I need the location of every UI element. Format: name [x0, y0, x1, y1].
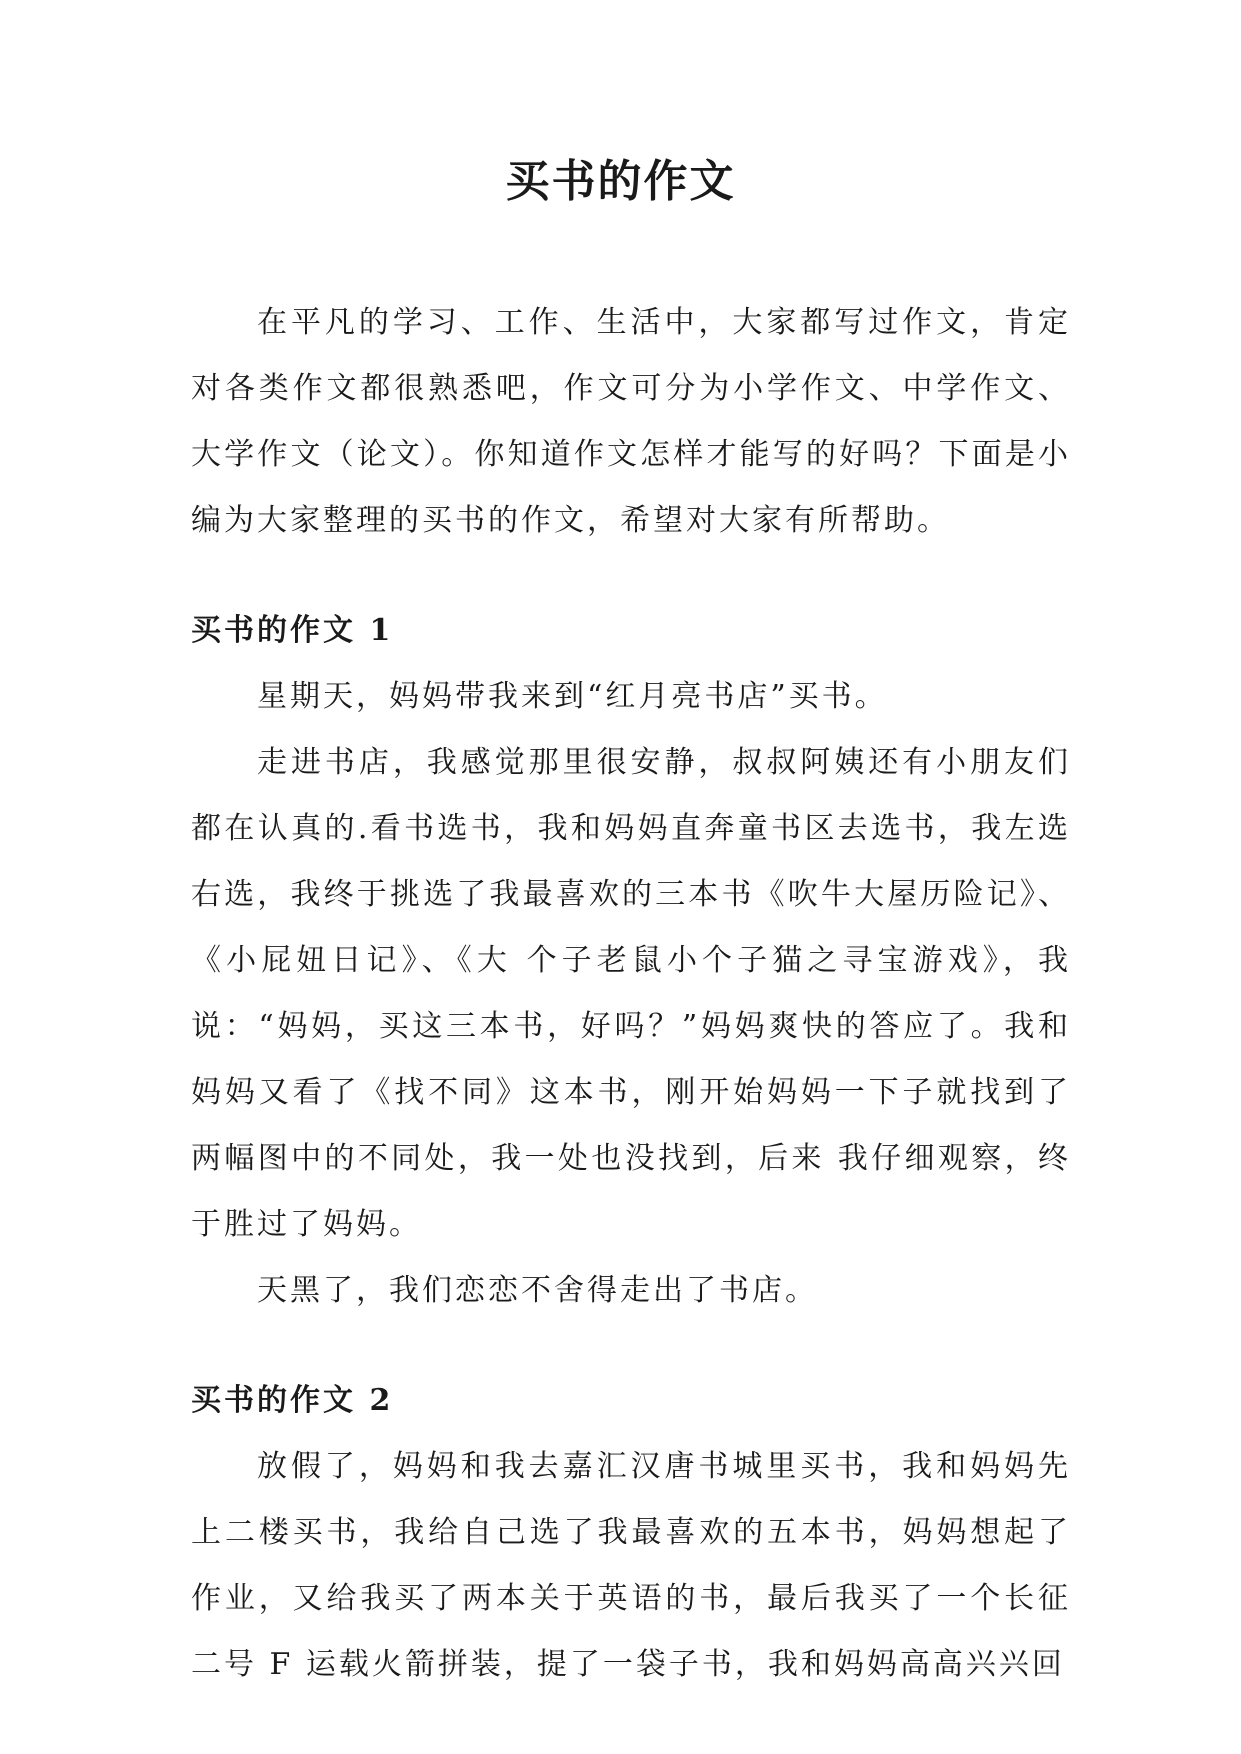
- spacer: [191, 554, 1071, 598]
- section-2-paragraph-1: 放假了，妈妈和我去嘉汇汉唐书城里买书，我和妈妈先上二楼买书，我给自己选了我最喜欢的五本书，妈妈想起了作业，又给我买了两本关于英语的书，最后我买了一个长征二号 F 运载火箭拼装，提了一袋子书，我和妈妈高高兴兴回: [191, 1449, 1071, 1682]
- section-1-paragraph-2: 走进书店，我感觉那里很安静，叔叔阿姨还有小朋友们都在认真的.看书选书，我和妈妈直奔童书区去选书，我左选右选，我终于挑选了我最喜欢的三本书《吹牛大屋历险记》、《小屁妞日记》、《大 个子老鼠小个子猫之寻宝游戏》，我说：“妈妈，买这三本书，好吗？”妈妈爽快的答应了。我和妈妈又看了《找不同》这本书，刚开始妈妈一下子就找到了两幅图中的不同处，我一处也没找到，后来 我仔细观察，终于胜过了妈妈。: [191, 745, 1071, 1242]
- document-body: [191, 290, 1071, 1698]
- section-heading-2: 买书的作文 2: [191, 1383, 394, 1418]
- section-1-paragraph-3: 天黑了，我们恋恋不舍得走出了书店。: [257, 1273, 818, 1308]
- spacer: [191, 1324, 1071, 1368]
- section-heading-1: 买书的作文 1: [191, 613, 394, 648]
- section-1-paragraph-1: 星期天，妈妈带我来到“红月亮书店”买书。: [257, 679, 888, 714]
- intro-paragraph: 在平凡的学习、工作、生活中，大家都写过作文，肯定对各类作文都很熟悉吧，作文可分为小学作文、中学作文、大学作文（论文）。你知道作文怎样才能写的好吗？下面是小编为大家整理的买书的作文，希望对大家有所帮助。: [191, 305, 1071, 538]
- document-title: 买书的作文: [505, 156, 736, 207]
